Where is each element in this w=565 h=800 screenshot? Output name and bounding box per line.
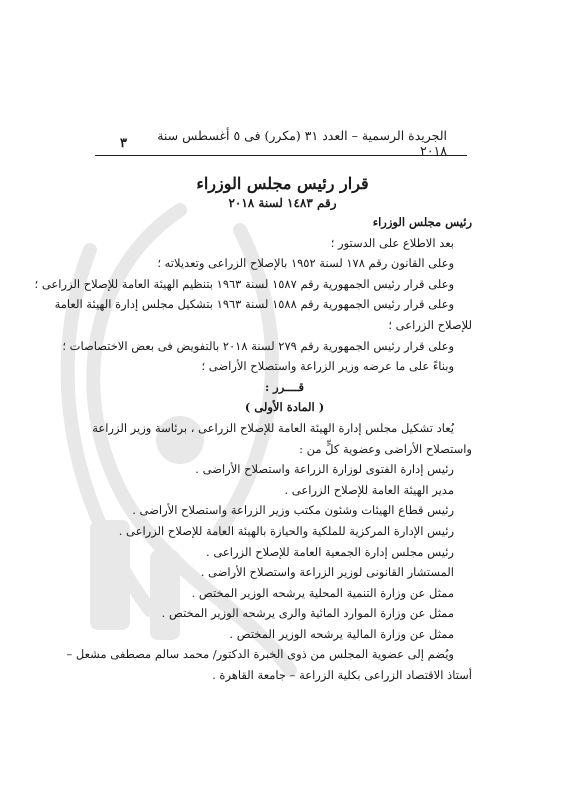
expert-line: أستاذ الاقتصاد الزراعى بكلية الزراعة – جامعة القاهرة .	[212, 668, 472, 683]
member-item: ممثل عن وزارة الموارد المائية والرى يرشحه الوزير المختص .	[161, 606, 454, 621]
preamble-line: وعلى قرار رئيس الجمهورية رقم ١٥٨٧ لسنة ١٩٦٣ بتنظيم الهيئة العامة للإصلاح الزراعى ؛	[34, 276, 454, 291]
preamble-line: للإصلاح الزراعى ؛	[388, 317, 472, 332]
page-header	[120, 128, 447, 158]
preamble-line: وعلى قرار رئيس الجمهورية رقم ٢٧٩ لسنة ٢٠١٨ بالتفويض فى بعض الاختصاصات ؛	[62, 338, 454, 353]
member-item: رئيس مجلس إدارة الجمعية العامة للإصلاح الزراعى .	[206, 544, 454, 559]
decree-number: رقم ١٤٨٣ لسنة ٢٠١٨	[228, 196, 337, 210]
member-item: ممثل عن وزارة التنمية المحلية يرشحه الوزير المختص .	[191, 585, 454, 600]
article-heading: ( المادة الأولى )	[244, 400, 325, 415]
member-item: مدير الهيئة العامة للإصلاح الزراعى .	[284, 482, 454, 497]
member-item: رئيس الإدارة المركزية للملكية والحيازة بالهيئة العامة للإصلاح الزراعى .	[118, 523, 454, 538]
article-intro-line: يُعاد تشكيل مجلس إدارة الهيئة العامة للإصلاح الزراعى ، برئاسة وزير الزراعة	[92, 420, 454, 435]
member-item: رئيس إدارة الفتوى لوزارة الزراعة واستصلاح الأراضى .	[195, 462, 454, 477]
issuer-line: رئيس مجلس الوزراء	[372, 215, 472, 229]
preamble-line: بعد الاطلاع على الدستور ؛	[330, 235, 454, 250]
decree-body	[34, 212, 472, 686]
decided-heading: قــــرر :	[264, 379, 305, 394]
preamble-line: وعلى قرار رئيس الجمهورية رقم ١٥٨٨ لسنة ١٩٦٣ بتشكيل مجلس إدارة الهيئة العامة	[54, 297, 454, 312]
member-item: المستشار القانونى لوزير الزراعة واستصلاح الأراضى .	[200, 565, 454, 580]
header-divider	[95, 155, 467, 156]
expert-line: ويُضم إلى عضوية المجلس من ذوى الخبرة الدكتور/ محمد سالم مصطفى مشعل –	[66, 647, 454, 662]
preamble-line: وعلى القانون رقم ١٧٨ لسنة ١٩٥٢ بالإصلاح الزراعى وتعديلاته ؛	[157, 256, 454, 271]
journal-issue-line: الجريدة الرسمية – العدد ٣١ (مكرر) فى ٥ أغسطس سنة ٢٠١٨	[157, 128, 447, 158]
member-item: ممثل عن وزارة المالية يرشحه الوزير المختص .	[229, 626, 454, 641]
page-number: ٣	[120, 135, 127, 151]
preamble-line: وبناءً على ما عرضه وزير الزراعة واستصلاح الأراضى ؛	[201, 359, 454, 374]
decree-title: قرار رئيس مجلس الوزراء	[196, 174, 369, 193]
member-item: رئيس قطاع الهيئات وشئون مكتب وزير الزراعة واستصلاح الأراضى .	[132, 503, 454, 518]
article-intro-line: واستصلاح الأراضى وعضوية كلٍّ من :	[299, 441, 472, 456]
